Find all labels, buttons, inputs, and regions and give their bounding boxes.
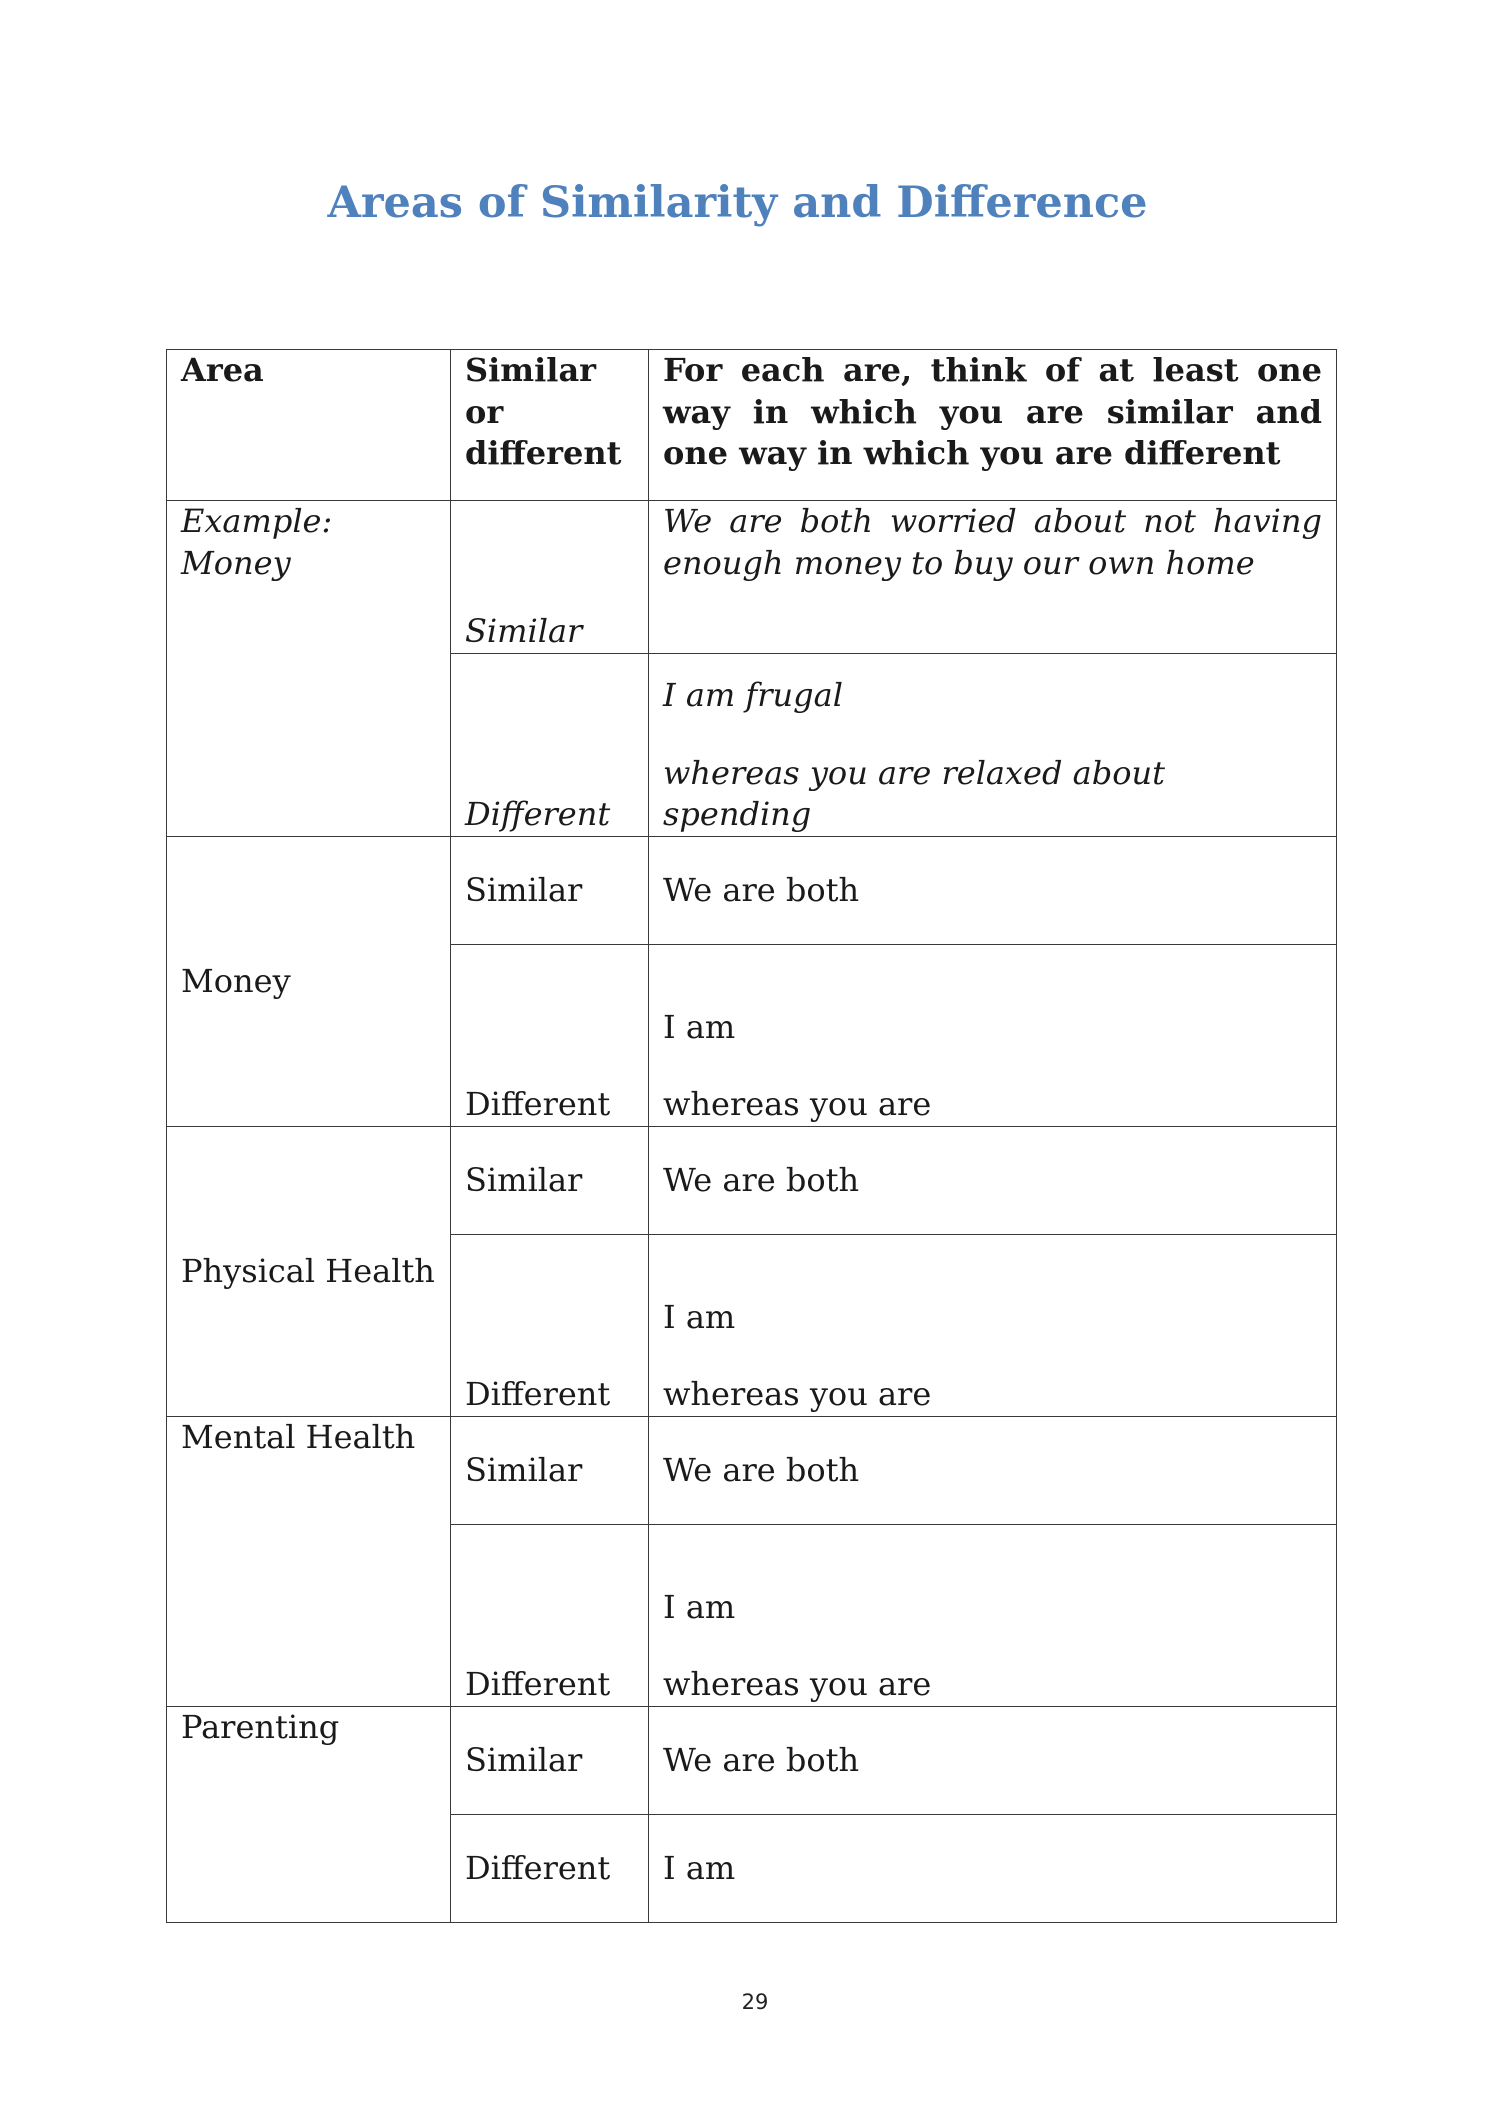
similar-label: Similar [451,1417,649,1525]
example-different-label: Different [451,654,649,837]
different-text-field[interactable]: I am [649,1815,1337,1923]
example-similar-row [167,501,1337,654]
similar-text-field[interactable]: We are both [649,1707,1337,1815]
different-line2: whereas you are [663,1665,932,1704]
page-title: Areas of Similarity and Difference [327,178,1148,228]
area-cell-physical-health: Physical Health [167,1127,451,1417]
table-header-row [167,350,1337,501]
similar-text-field[interactable]: We are both [649,1417,1337,1525]
different-text-field[interactable] [649,945,1337,1127]
different-line2: whereas you are [663,1375,932,1414]
different-line1: I am [663,1297,736,1336]
example-different-line1: I am frugal [663,676,843,715]
table-row [167,1707,1337,1815]
different-label: Different [451,1815,649,1923]
similar-label: Similar [451,1707,649,1815]
header-description: For each are, think of at least one way in which you are similar and one way in which you are different [649,350,1337,501]
different-label: Different [451,945,649,1127]
similar-label: Similar [451,1127,649,1235]
area-cell-money: Money [167,837,451,1127]
example-area-cell [167,501,451,837]
similar-text-field[interactable]: We are both [649,1127,1337,1235]
different-label: Different [451,1235,649,1417]
table-row [167,837,1337,945]
different-text-field[interactable] [649,1235,1337,1417]
example-similar-text: We are both worried about not having enough money to buy our own home [649,501,1337,654]
area-cell-parenting: Parenting [167,1707,451,1923]
different-line1: I am [663,1587,736,1626]
area-cell-mental-health: Mental Health [167,1417,451,1707]
header-area: Area [167,350,451,501]
page-number: 29 [741,1990,769,2014]
example-similar-label: Similar [451,501,649,654]
different-label: Different [451,1525,649,1707]
similar-text-field[interactable]: We are both [649,837,1337,945]
similarity-difference-table [166,349,1337,1923]
example-label: Example: [181,502,333,540]
header-similar-or-different: Similar or different [451,350,649,501]
example-different-line2: whereas you are relaxed about spending [663,753,1165,834]
table-row [167,1417,1337,1525]
example-area-name: Money [181,543,291,582]
different-line1: I am [663,1007,736,1046]
example-different-cell [649,654,1337,837]
different-line2: whereas you are [663,1085,932,1124]
different-text-field[interactable] [649,1525,1337,1707]
similar-label: Similar [451,837,649,945]
table-row [167,1127,1337,1235]
